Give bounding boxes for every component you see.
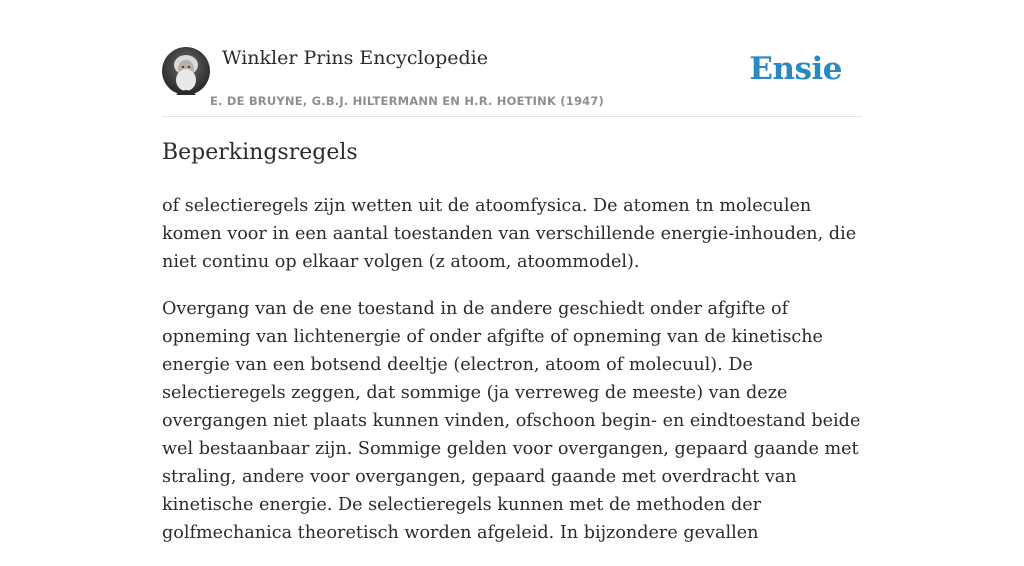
paragraph: of selectieregels zijn wetten uit de atoomfysica. De atomen tn moleculen komen voor in een aantal toestanden van verschillende energie-inhouden, die niet continu op elkaar volgen (z atoom, atoommodel). (162, 196, 857, 272)
article-body (162, 192, 862, 566)
header (162, 44, 862, 117)
brand-logo[interactable]: Ensie (749, 51, 842, 87)
paragraph: Overgang van de ene toestand in de andere geschiedt onder afgifte of opneming van lichtenergie of onder afgifte of opneming van de kinetische energie van een botsend deeltje (electron, atoom of molecuul). De selectieregels zeggen, dat sommige (ja verreweg de meeste) van deze overgangen niet plaats kunnen vinden, ofschoon begin- en eindtoestand beide wel bestaanbaar zijn. Sommige gelden voor overgangen, gepaard gaande met straling, andere voor overgangen, gepaard gaande met overdracht van kinetische energie. De selectieregels kunnen met de methoden der golfmechanica theoretisch worden afgeleid. In bijzondere gevallen (162, 299, 861, 543)
site-name[interactable]: Winkler Prins Encyclopedie (222, 47, 488, 69)
authors: E. DE BRUYNE, G.B.J. HILTERMANN EN H.R. HOETINK (1947) (210, 94, 605, 108)
article-title: Beperkingsregels (162, 140, 358, 165)
author-portrait-icon[interactable] (162, 47, 210, 95)
